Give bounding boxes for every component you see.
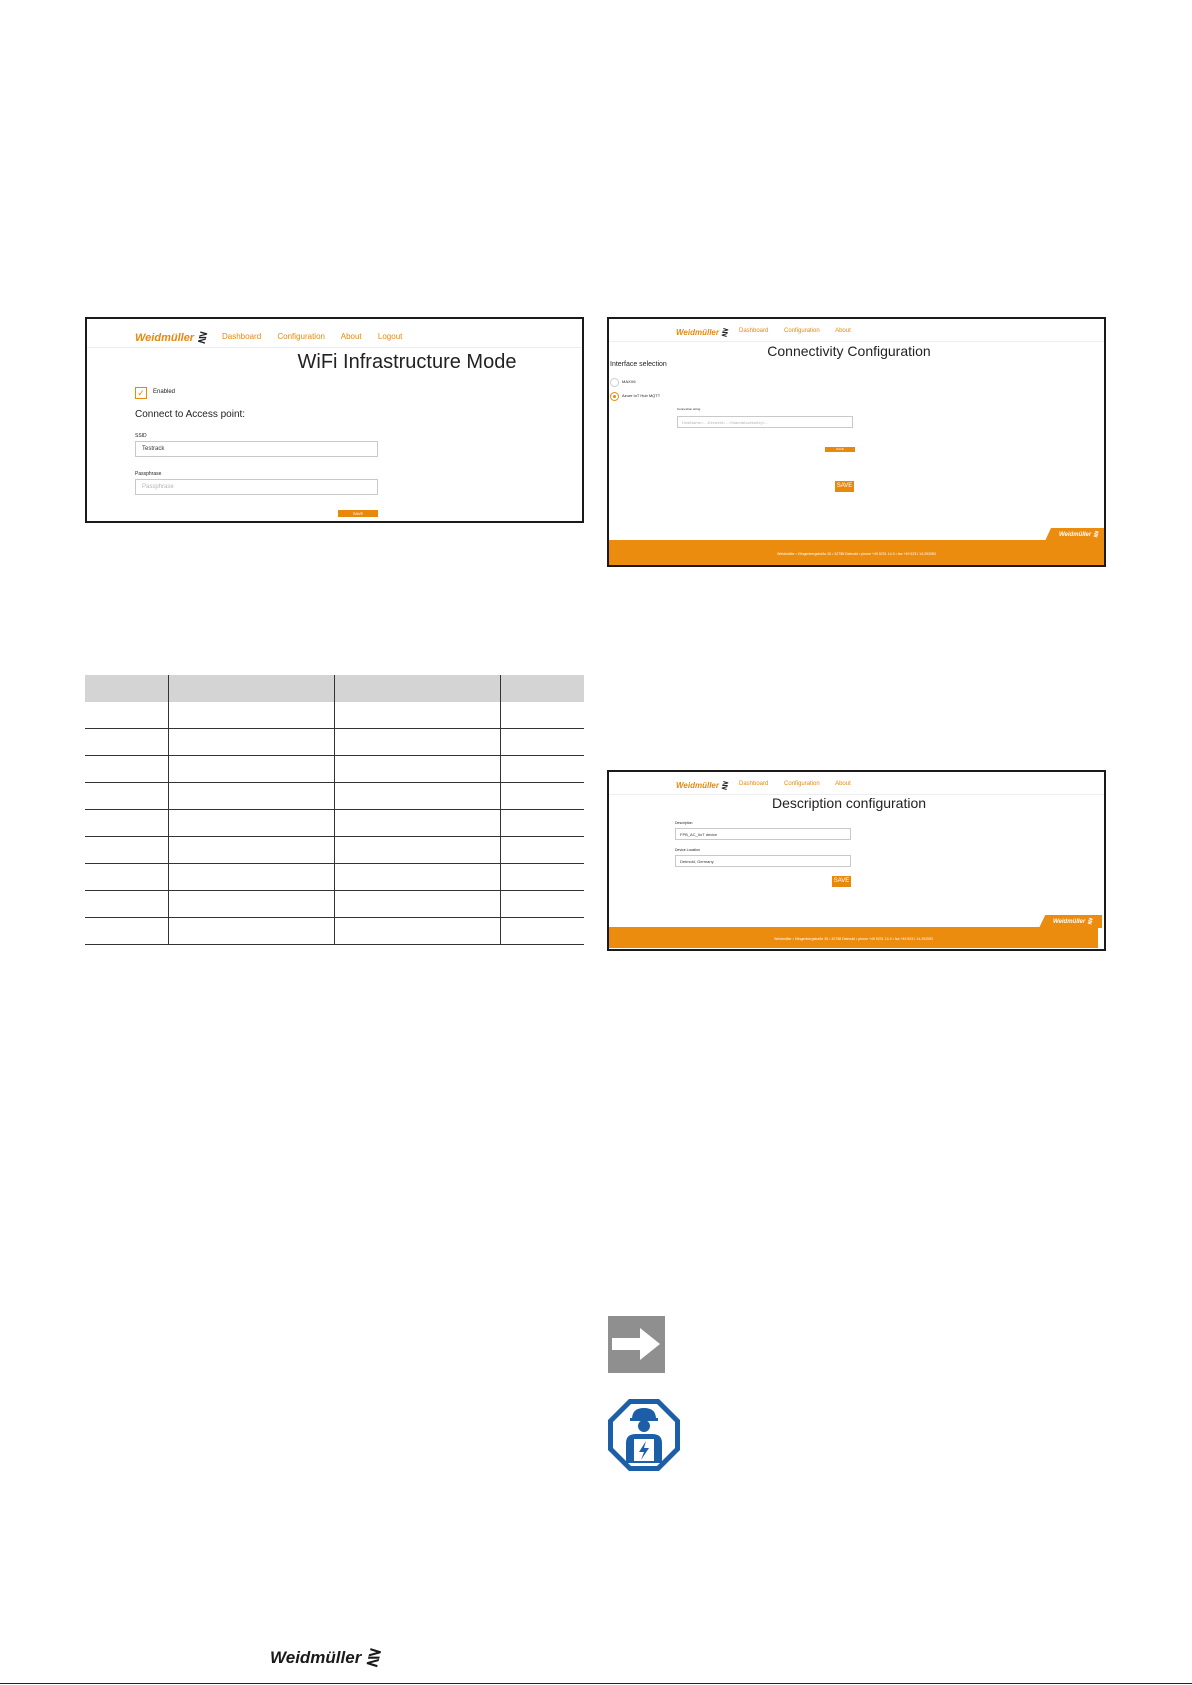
table-cell: [85, 756, 168, 783]
data-table: [85, 675, 584, 945]
table-cell: [168, 810, 334, 837]
page-title: Connectivity Configuration: [767, 343, 931, 359]
page-footer-logo: Weidmüller ⋛: [270, 1648, 380, 1667]
logo-icon: ⋛: [720, 328, 728, 337]
table-cell: [334, 783, 500, 810]
table-cell: [334, 837, 500, 864]
table-cell: [501, 729, 584, 756]
section-heading: Interface selection: [610, 361, 667, 368]
description-input[interactable]: [675, 828, 851, 840]
save-button[interactable]: SAVE: [835, 481, 854, 492]
save-button[interactable]: SAVE: [832, 876, 851, 887]
logo-icon: ⋛: [197, 332, 207, 344]
table-cell: [334, 729, 500, 756]
table-cell: [168, 702, 334, 729]
ssid-value: Testrack: [142, 446, 165, 452]
connection-string-input[interactable]: [677, 416, 853, 428]
nav-logout[interactable]: Logout: [377, 332, 403, 341]
table-cell: [85, 837, 168, 864]
table-row: [85, 702, 584, 729]
table-cell: [168, 783, 334, 810]
nav-about[interactable]: About: [835, 328, 851, 334]
table-cell: [85, 918, 168, 945]
table-cell: [334, 810, 500, 837]
nav-dashboard[interactable]: Dashboard: [222, 332, 262, 341]
table-row: [85, 783, 584, 810]
radio-maxx6-label: MAXX6: [622, 379, 636, 384]
arrow-right-icon: [608, 1316, 665, 1373]
table-cell: [85, 783, 168, 810]
table-cell: [85, 702, 168, 729]
table-cell: [168, 756, 334, 783]
table-cell: [501, 891, 584, 918]
table-cell: [334, 702, 500, 729]
table-row: [85, 891, 584, 918]
enabled-checkbox[interactable]: ✓: [135, 387, 147, 399]
passphrase-input[interactable]: [135, 479, 378, 495]
table-row: [85, 756, 584, 783]
table-cell: [501, 837, 584, 864]
table-cell: [501, 810, 584, 837]
connection-string-placeholder: HostName=...;DeviceId=...;SharedAccessKey=...: [682, 420, 769, 425]
description-screenshot: [607, 770, 1106, 951]
logo-icon: ⋛: [720, 781, 728, 790]
table-cell: [168, 837, 334, 864]
save-connectivity-button[interactable]: SAVE CONNECTIVITY: [825, 447, 855, 452]
nav-configuration[interactable]: Configuration: [784, 781, 820, 787]
table-row: [85, 729, 584, 756]
table-header-cell: [334, 675, 500, 702]
table-row: [85, 918, 584, 945]
table-header-cell: [85, 675, 168, 702]
footer-text: Weidmüller • Klingenbergstraße 26 • 32758 Detmold • phone +49 5231 14-0 • fax +49 5231 14-292083: [777, 552, 936, 556]
footer-brand-logo: Weidmüller ⋛: [1053, 919, 1093, 925]
ssid-input[interactable]: [135, 441, 378, 457]
passphrase-label: Passphrase: [135, 471, 162, 477]
page-title: WiFi Infrastructure Mode: [297, 351, 517, 373]
footer: [609, 927, 1098, 948]
bottom-divider: [0, 1683, 1192, 1684]
table-header-cell: [501, 675, 584, 702]
table-cell: [85, 864, 168, 891]
table-cell: [85, 891, 168, 918]
table-cell: [168, 729, 334, 756]
ssid-label: SSID: [135, 433, 147, 439]
table-row: [85, 864, 584, 891]
location-input[interactable]: [675, 855, 851, 867]
top-nav: [739, 781, 865, 787]
brand-logo: Weidmüller ⋛: [135, 332, 207, 344]
connectivity-screenshot: [607, 317, 1106, 567]
radio-azure[interactable]: [610, 392, 619, 401]
nav-about[interactable]: About: [340, 332, 362, 341]
nav-dashboard[interactable]: Dashboard: [739, 781, 769, 787]
nav-dashboard[interactable]: Dashboard: [739, 328, 769, 334]
location-label: Device Location: [675, 848, 700, 852]
table-cell: [501, 783, 584, 810]
table-header-row: [85, 675, 584, 702]
table-row: [85, 810, 584, 837]
nav-about[interactable]: About: [835, 781, 851, 787]
top-nav: [222, 332, 416, 341]
table-cell: [168, 864, 334, 891]
brand-logo: Weidmüller ⋛: [676, 328, 728, 337]
description-value: FPB_AC_IIoT device: [680, 832, 718, 837]
table-cell: [334, 864, 500, 891]
table-cell: [334, 756, 500, 783]
table-cell: [501, 918, 584, 945]
connection-string-label: Connection string: [677, 407, 701, 411]
footer-brand-logo: Weidmüller ⋛: [1059, 532, 1099, 538]
enabled-label: Enabled: [153, 389, 176, 395]
table-cell: [85, 810, 168, 837]
qualified-electrician-icon: [606, 1397, 682, 1473]
location-value: Detmold, Germany: [680, 859, 714, 864]
brand-logo: Weidmüller ⋛: [676, 781, 728, 790]
wifi-screenshot: [85, 317, 584, 523]
logo-icon: ⋛: [365, 1648, 380, 1667]
connect-heading: Connect to Access point:: [135, 409, 246, 420]
table-header-cell: [168, 675, 334, 702]
table-cell: [501, 756, 584, 783]
table-cell: [168, 918, 334, 945]
save-connectivity-button[interactable]: SAVE CONNECTIVITY: [338, 510, 378, 517]
table-cell: [501, 702, 584, 729]
table-cell: [334, 891, 500, 918]
table-cell: [334, 918, 500, 945]
footer: [609, 540, 1104, 566]
radio-maxx6[interactable]: [610, 378, 619, 387]
logo-icon: ⋛: [1093, 532, 1099, 538]
logo-icon: ⋛: [1087, 919, 1093, 925]
footer-text: Weidmüller • Klingenbergstraße 26 • 32758 Detmold • phone +49 5231 14-0 • fax +49 5231 14-292083: [774, 937, 933, 941]
table-cell: [501, 864, 584, 891]
page-title: Description configuration: [771, 795, 927, 811]
top-nav: [739, 328, 865, 334]
table-cell: [168, 891, 334, 918]
description-label: Description: [675, 821, 693, 825]
passphrase-placeholder: Passphrase: [142, 484, 174, 490]
radio-azure-label: Azure IoT Hub MQTT: [622, 393, 661, 398]
table-row: [85, 837, 584, 864]
radio-selected-dot: [613, 395, 616, 398]
nav-configuration[interactable]: Configuration: [277, 332, 325, 341]
table-cell: [85, 729, 168, 756]
nav-configuration[interactable]: Configuration: [784, 328, 820, 334]
